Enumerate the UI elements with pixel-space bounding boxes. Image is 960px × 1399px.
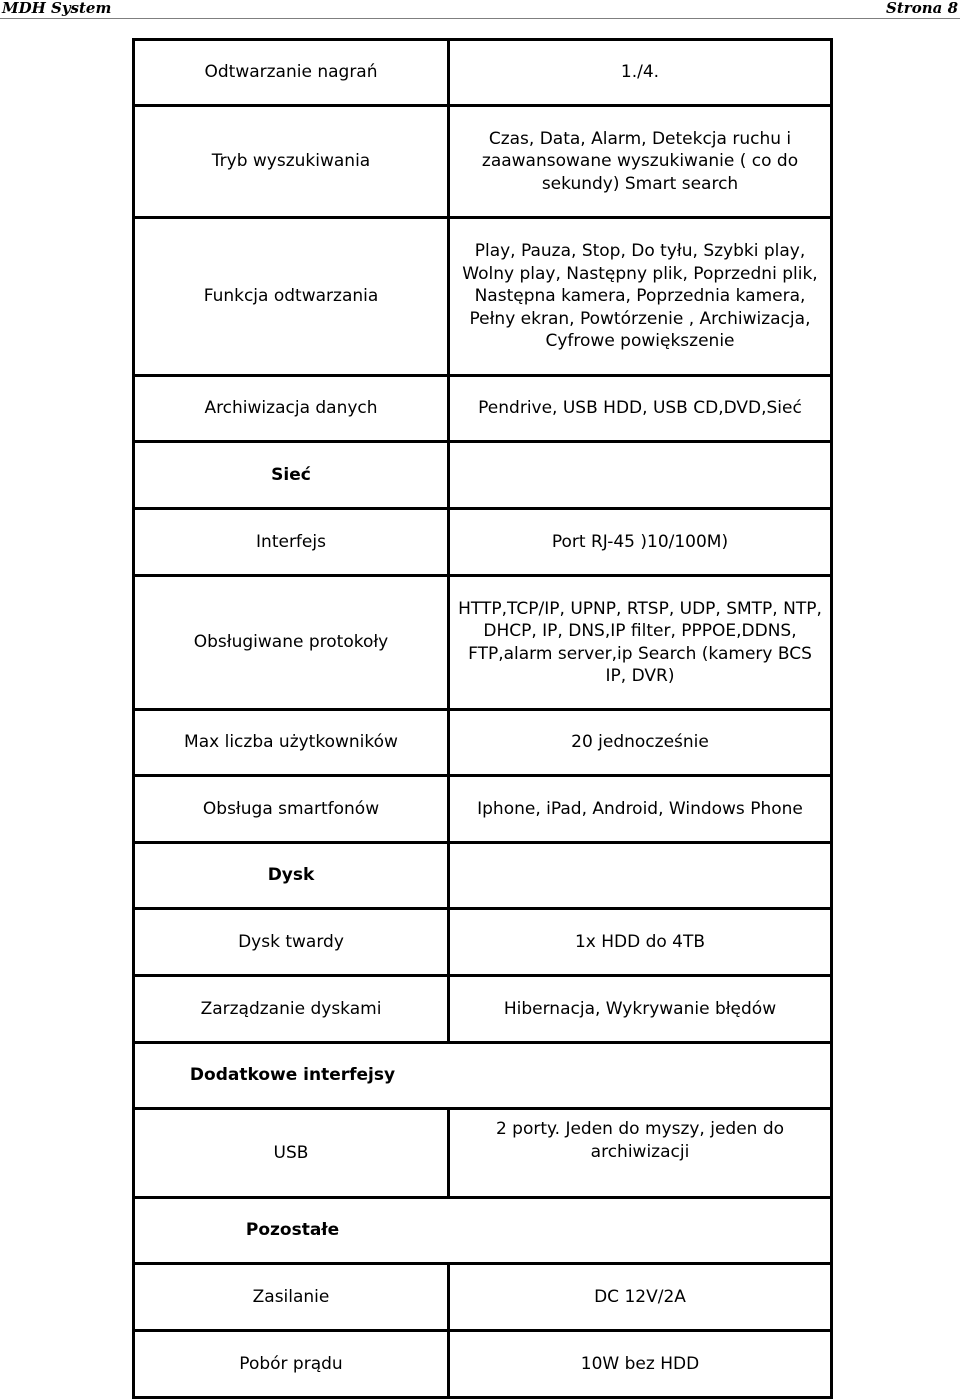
table-row	[134, 909, 832, 976]
section-row	[134, 1043, 832, 1109]
table-row	[134, 106, 832, 218]
spec-value: Hibernacja, Wykrywanie błędów	[449, 976, 832, 1043]
header-page-number: Strona 8	[886, 0, 958, 17]
spec-label: USB	[134, 1109, 449, 1198]
spec-label: Obsługa smartfonów	[134, 776, 449, 843]
table-row	[134, 710, 832, 776]
spec-table	[132, 38, 833, 1399]
section-row	[134, 843, 832, 909]
spec-label: Archiwizacja danych	[134, 376, 449, 442]
spec-label: Pobór prądu	[134, 1331, 449, 1398]
section-heading-text: Pozostałe	[245, 1220, 340, 1241]
spec-label: Max liczba użytkowników	[134, 710, 449, 776]
spec-value: 10W bez HDD	[449, 1331, 832, 1398]
table-row	[134, 376, 832, 442]
spec-value: 1./4.	[449, 40, 832, 106]
page-header	[0, 0, 960, 19]
section-heading: Dysk	[134, 843, 449, 909]
section-heading-text: Dodatkowe interfejsy	[189, 1065, 396, 1086]
spec-label: Dysk twardy	[134, 909, 449, 976]
table-row	[134, 1109, 832, 1198]
section-heading: Sieć	[134, 442, 449, 509]
section-heading	[134, 1198, 832, 1264]
spec-value: 1x HDD do 4TB	[449, 909, 832, 976]
spec-value: HTTP,TCP/IP, UPNP, RTSP, UDP, SMTP, NTP, DHCP, IP, DNS,IP filter, PPPOE,DDNS, FTP,alarm server,ip Search (kamery BCS IP, DVR)	[449, 576, 832, 710]
empty-cell	[449, 843, 832, 909]
table-row	[134, 218, 832, 376]
spec-label: Zasilanie	[134, 1264, 449, 1331]
table-row	[134, 576, 832, 710]
section-row	[134, 1198, 832, 1264]
spec-label: Interfejs	[134, 509, 449, 576]
spec-value: Play, Pauza, Stop, Do tyłu, Szybki play, Wolny play, Następny plik, Poprzedni plik, Następna kamera, Poprzednia kamera, Pełny ekran, Powtórzenie , Archiwizacja, Cyfrowe powiększenie	[449, 218, 832, 376]
spec-value: Czas, Data, Alarm, Detekcja ruchu i zaawansowane wyszukiwanie ( co do sekundy) Smart search	[449, 106, 832, 218]
spec-label: Funkcja odtwarzania	[134, 218, 449, 376]
table-row	[134, 1331, 832, 1398]
table-row	[134, 976, 832, 1043]
empty-cell	[449, 442, 832, 509]
spec-value: Iphone, iPad, Android, Windows Phone	[449, 776, 832, 843]
spec-value: Pendrive, USB HDD, USB CD,DVD,Sieć	[449, 376, 832, 442]
table-row	[134, 1264, 832, 1331]
table-row	[134, 40, 832, 106]
spec-value: DC 12V/2A	[449, 1264, 832, 1331]
spec-value: 2 porty. Jeden do myszy, jeden do archiwizacji	[449, 1109, 832, 1198]
table-row	[134, 776, 832, 843]
spec-label: Obsługiwane protokoły	[134, 576, 449, 710]
header-title: MDH System	[2, 0, 112, 17]
section-heading	[134, 1043, 832, 1109]
spec-value: 20 jednocześnie	[449, 710, 832, 776]
spec-label: Tryb wyszukiwania	[134, 106, 449, 218]
section-row	[134, 442, 832, 509]
spec-value: Port RJ-45 )10/100M)	[449, 509, 832, 576]
spec-label: Zarządzanie dyskami	[134, 976, 449, 1043]
table-row	[134, 509, 832, 576]
spec-label: Odtwarzanie nagrań	[134, 40, 449, 106]
